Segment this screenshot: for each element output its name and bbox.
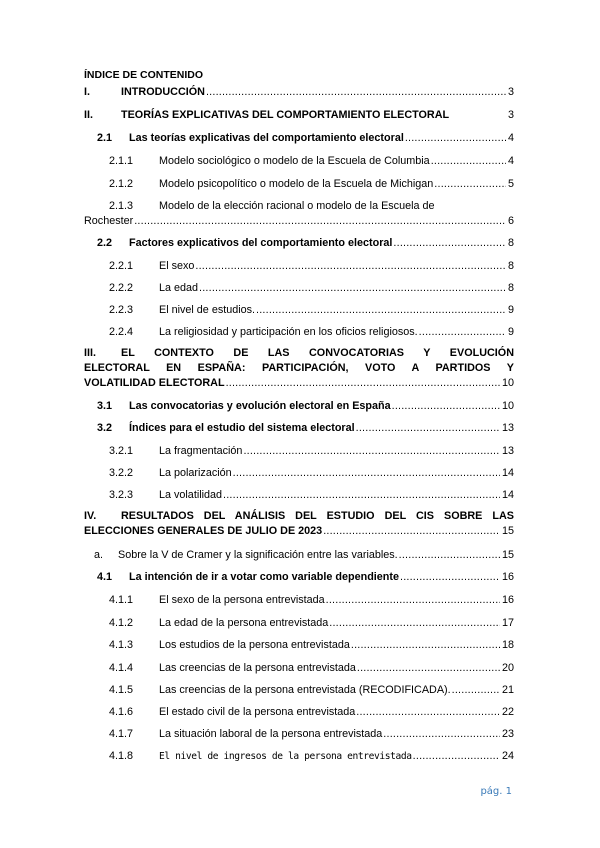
entry-page: 15 [501,525,514,537]
entry-title: Modelo de la elección racional o modelo de la Escuela de [159,200,435,212]
entry-number: 4.1.7 [109,728,134,740]
leader-dots [405,131,506,145]
toc-entry[interactable] [84,616,514,630]
toc-entry[interactable] [84,593,514,607]
entry-page: 13 [501,422,514,434]
entry-title: El nivel de ingresos de la persona entrevistada [159,751,412,762]
toc-entry[interactable] [84,154,514,168]
toc-entry[interactable] [84,421,514,435]
toc-entry[interactable] [84,570,514,584]
leader-dots [243,444,500,458]
entry-page: 9 [507,304,514,316]
toc-heading: ÍNDICE DE CONTENIDO [84,69,204,81]
entry-title: El sexo [159,260,195,272]
entry-page: 8 [507,282,514,294]
entry-title: La fragmentación [159,445,243,457]
entry-title: Los estudios de la persona entrevistada [159,639,350,651]
toc-entry[interactable] [84,509,514,538]
toc-entry[interactable] [84,444,514,458]
entry-number: 2.2.1 [109,260,134,272]
leader-dots [356,421,500,435]
entry-title: El estado civil de la persona entrevistada [159,706,356,718]
toc-entry[interactable] [84,108,514,122]
toc-entry[interactable] [84,548,514,562]
leader-dots [233,466,500,480]
leader-dots [351,638,500,652]
leader-dots [195,259,506,273]
entry-page: 14 [501,467,514,479]
entry-page: 10 [501,400,514,412]
entry-page: 13 [501,445,514,457]
entry-number: 2.1.2 [109,178,134,190]
entry-number: 4.1.8 [109,750,134,762]
toc-entry[interactable] [84,236,514,250]
entry-title: EL CONTEXTO DE LAS CONVOCATORIAS Y EVOLUCIÓN [121,347,514,359]
leader-dots [393,236,506,250]
entry-title: Modelo sociológico o modelo de la Escuela de Columbia [159,155,430,167]
leader-dots [400,570,500,584]
leader-dots [226,376,500,390]
entry-page: 5 [507,178,514,190]
entry-title: La volatilidad [159,489,223,501]
entry-title: La edad [159,282,199,294]
entry-number: 2.2.2 [109,282,134,294]
entry-page: 9 [507,326,514,338]
entry-number: 2.1 [97,132,113,144]
toc-entry[interactable] [84,488,514,502]
toc-entry[interactable] [84,281,514,295]
entry-title-continued: Rochester [84,215,134,227]
leader-dots [431,154,506,168]
entry-page: 16 [501,571,514,583]
leader-dots [356,705,500,719]
leader-dots [383,727,500,741]
entry-title: Las teorías explicativas del comportamiento electoral [129,132,404,144]
entry-number: 4.1.1 [109,594,134,606]
entry-number: 4.1 [97,571,113,583]
entry-title: El sexo de la persona entrevistada [159,594,325,606]
leader-dots [419,325,506,339]
entry-page: 8 [507,237,514,249]
entry-page: 17 [501,617,514,629]
leader-dots [357,661,500,675]
entry-title-continued: VOLATILIDAD ELECTORAL [84,377,225,389]
entry-number: 2.1.3 [109,200,134,212]
toc-entry[interactable] [84,638,514,652]
entry-number: 2.2 [97,237,113,249]
entry-number: 4.1.3 [109,639,134,651]
entry-page: 23 [501,728,514,740]
entry-title: La polarización [159,467,232,479]
leader-dots [199,281,506,295]
leader-dots [326,593,500,607]
toc-entry[interactable] [84,727,514,741]
entry-number: 4.1.4 [109,662,134,674]
toc-entry[interactable] [84,199,514,228]
entry-title: Las creencias de la persona entrevistada (RECODIFICADA). [159,684,451,696]
entry-title: RESULTADOS DEL ANÁLISIS DEL ESTUDIO DEL CIS SOBRE LAS [121,510,514,522]
entry-page: 22 [501,706,514,718]
toc-entry[interactable] [84,466,514,480]
entry-number: 3.2.3 [109,489,134,501]
toc-entry[interactable] [84,131,514,145]
entry-page: 4 [507,155,514,167]
toc-entry[interactable] [84,303,514,317]
entry-title: Índices para el estudio del sistema electoral [129,422,355,434]
entry-number: 2.2.4 [109,326,134,338]
entry-number: III. [84,347,96,359]
entry-title-continued: ELECCIONES GENERALES DE JULIO DE 2023 [84,525,323,537]
entry-page: 15 [501,549,514,561]
leader-dots [434,177,506,191]
entry-title: La edad de la persona entrevistada [159,617,329,629]
entry-number: 3.2.1 [109,445,134,457]
entry-page: 18 [501,639,514,651]
toc-entry[interactable] [84,259,514,273]
toc-entry[interactable] [84,177,514,191]
entry-title: INTRODUCCIÓN [121,86,205,98]
toc-entry[interactable] [84,749,514,764]
entry-page: 20 [501,662,514,674]
entry-number: a. [94,549,104,561]
entry-page: 8 [507,260,514,272]
toc-entry[interactable] [84,346,514,390]
entry-title: La religiosidad y participación en los oficios religiosos. [159,326,418,338]
toc-entry[interactable] [84,661,514,675]
entry-number: I. [84,86,90,98]
leader-dots [392,399,500,413]
entry-number: II. [84,109,93,121]
toc-entry[interactable] [84,325,514,339]
entry-page: 16 [501,594,514,606]
leader-dots [413,749,500,763]
page-number-footer: pág. 1 [480,786,512,797]
leader-dots [452,683,500,697]
entry-page: 3 [507,86,514,98]
entry-number: 4.1.6 [109,706,134,718]
entry-number: 3.2.2 [109,467,134,479]
toc-entry[interactable] [84,705,514,719]
entry-number: 4.1.5 [109,684,134,696]
entry-page: 24 [501,750,514,762]
leader-dots [323,524,500,538]
entry-title-continued: ELECTORAL EN ESPAÑA: PARTICIPACIÓN, VOTO A PARTIDOS Y [84,362,514,374]
entry-title: Las convocatorias y evolución electoral en España [129,400,391,412]
leader-dots [399,548,500,562]
entry-title: La intención de ir a votar como variable dependiente [129,571,399,583]
leader-dots [329,616,500,630]
entry-number: 3.1 [97,400,113,412]
leader-dots [206,85,506,99]
entry-title: Sobre la V de Cramer y la significación entre las variables. [118,549,398,561]
entry-page: 21 [501,684,514,696]
entry-title: El nivel de estudios. [159,304,256,316]
entry-page: 10 [501,377,514,389]
entry-number: 2.1.1 [109,155,134,167]
toc-entry[interactable] [84,683,514,697]
entry-page: 3 [507,109,514,121]
entry-title: Las creencias de la persona entrevistada [159,662,356,674]
leader-dots [134,214,506,228]
entry-number: IV. [84,510,97,522]
leader-dots [256,303,506,317]
toc-entry[interactable] [84,85,514,99]
entry-number: 4.1.2 [109,617,134,629]
entry-page: 4 [507,132,514,144]
entry-number: 3.2 [97,422,113,434]
leader-dots [223,488,500,502]
entry-title: Factores explicativos del comportamiento electoral [129,237,393,249]
entry-number: 2.2.3 [109,304,134,316]
entry-page: 14 [501,489,514,501]
toc-entry[interactable] [84,399,514,413]
entry-title: TEORÍAS EXPLICATIVAS DEL COMPORTAMIENTO ELECTORAL [121,109,450,121]
entry-page: 6 [507,215,514,227]
entry-title: Modelo psicopolítico o modelo de la Escuela de Michigan [159,178,434,190]
entry-title: La situación laboral de la persona entrevistada [159,728,383,740]
